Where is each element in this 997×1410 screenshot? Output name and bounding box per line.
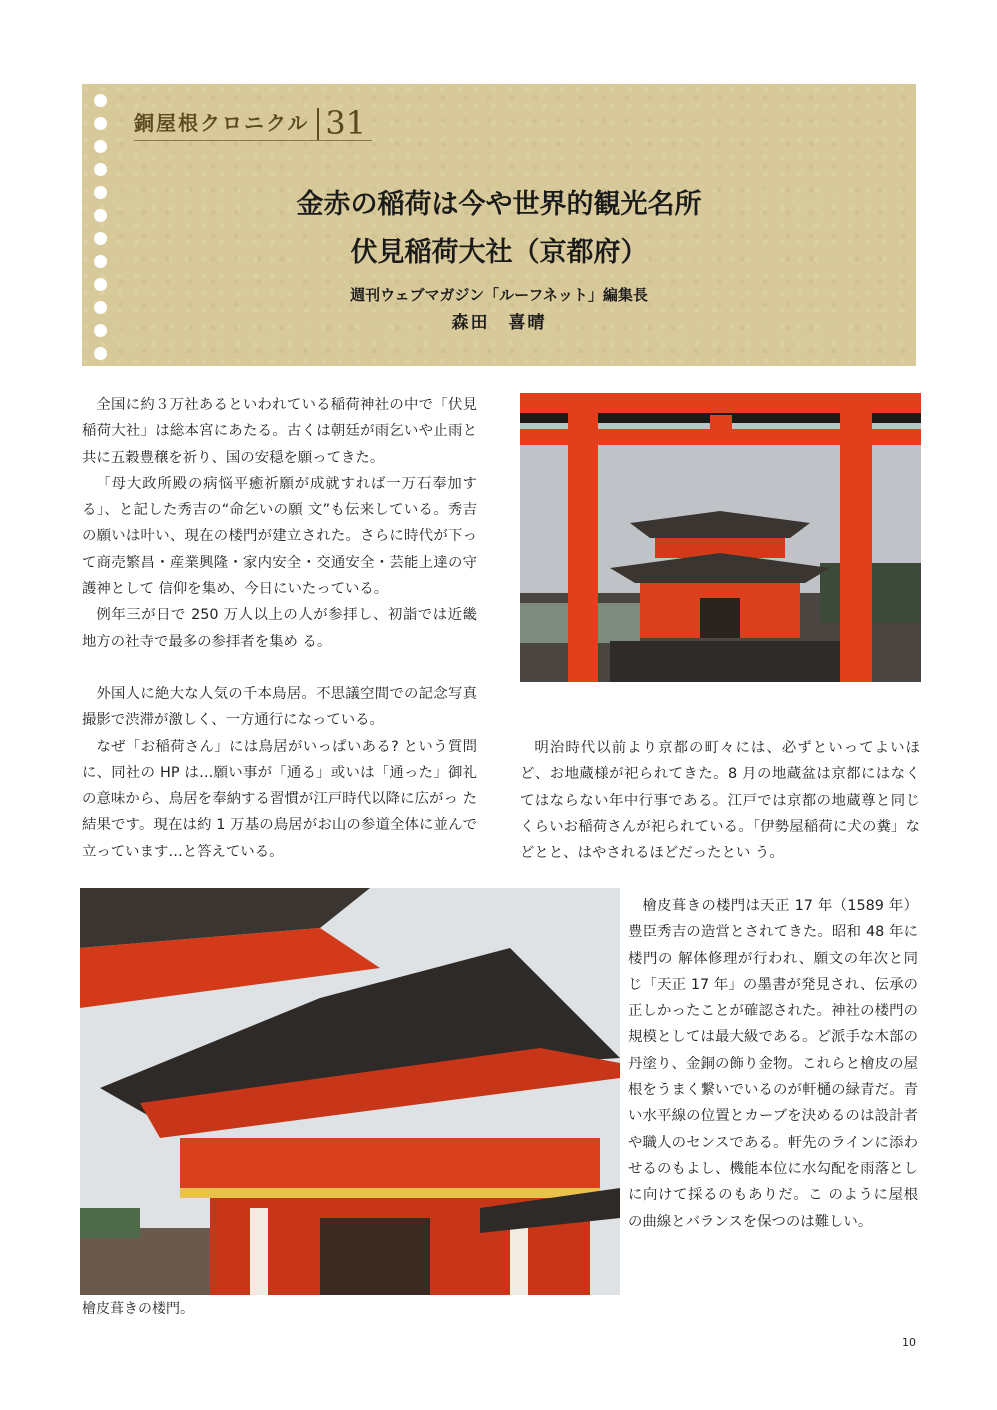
body-column-3 <box>628 893 918 1235</box>
paragraph: 「母大政所殿の病悩平癒祈願が成就すれば一万石奉加する」、と記した秀吉の“命乞いの願 文”も伝来している。秀吉の願いは叶い、現在の楼門が建立された。さらに時代が下って商売繁昌・産業興隆・家内安全・交通安全・芸能上達の守護神として 信仰を集め、今日にいたっている。 <box>82 475 477 598</box>
article-title-line1: 金赤の稲荷は今や世界的観光名所 <box>296 189 702 220</box>
romon-gate-photo <box>80 888 620 1295</box>
photo-caption: 檜皮葺きの楼門。 <box>82 1301 194 1317</box>
binder-ring <box>94 117 107 130</box>
torii-gate-photo <box>520 393 921 682</box>
binder-ring <box>94 140 107 153</box>
article-title-line2: 伏見稲荷大社（京都府） <box>350 237 648 268</box>
paragraph: 外国人に絶大な人気の千本鳥居。不思議空間での記念写真撮影で渋滞が激しく、一方通行になっている。 <box>82 685 477 729</box>
paragraph-gap <box>82 655 477 681</box>
romon-gate-illustration <box>80 888 620 1295</box>
article-header <box>82 84 916 366</box>
paragraph: 檜皮葺きの楼門は天正 17 年（1589 年）豊臣秀吉の造営とされてきた。昭和 48 年に楼門の 解体修理が行われ、願文の年次と同じ「天正 17 年」の墨書が発見され、伝承の正しかったことが確認された。神社の楼門の規模としては最大級である。ど派手な木部の丹塗り、金銅の飾り金物。これらと檜皮の屋根をうまく繋いでいるのが軒樋の緑青だ。青い水平線の位置とカーブを決めるのは設計者や職人のセンスである。軒先のラインに添わせるのもよし、機能本位に水勾配を雨落としに向けて採るのもありだ。こ のように屋根の曲線とバランスを保つのは難しい。 <box>628 898 918 1230</box>
binder-ring <box>94 347 107 360</box>
author-affiliation: 週刊ウェブマガジン「ルーフネット」編集長 <box>350 286 648 304</box>
series-divider <box>317 108 319 140</box>
series-label <box>134 104 372 141</box>
paragraph: 明治時代以前より京都の町々には、必ずといってよいほど、お地蔵様が祀られてきた。8 月の地蔵盆は京都にはなくてはならない年中行事である。江戸では京都の地蔵尊と同じくらいお稲荷さんが祀られている。「伊勢屋稲荷に犬の糞」などとと、はやされるほどだったとい う。 <box>520 740 920 862</box>
series-name: 銅屋根クロニクル <box>134 111 310 135</box>
series-number: 31 <box>325 104 367 142</box>
paragraph: 全国に約３万社あるといわれている稲荷神社の中で「伏見稲荷大社」は総本宮にあたる。古くは朝廷が雨乞いや止雨と共に五穀豊穣を祈り、国の安穏を願ってきた。 <box>82 397 477 466</box>
body-column-2 <box>520 735 920 866</box>
binder-ring <box>94 94 107 107</box>
paragraph: 例年三が日で 250 万人以上の人が参拝し、初詣では近畿地方の社寺で最多の参拝者を集め る。 <box>82 607 477 650</box>
page-number: 10 <box>902 1336 916 1349</box>
body-column-1 <box>82 392 477 865</box>
binder-ring <box>94 163 107 176</box>
paragraph: なぜ「お稲荷さん」には鳥居がいっぱいある? という質問に、同社の HP は…願い事が「通る」或いは「通った」御礼の意味から、鳥居を奉納する習慣が江戸時代以降に広がっ た結果です。現在は約 1 万基の鳥居がお山の参道全体に並んで立っています…と答えている。 <box>82 738 477 860</box>
torii-gate-illustration <box>520 393 921 682</box>
author-name: 森田 喜晴 <box>451 313 547 333</box>
